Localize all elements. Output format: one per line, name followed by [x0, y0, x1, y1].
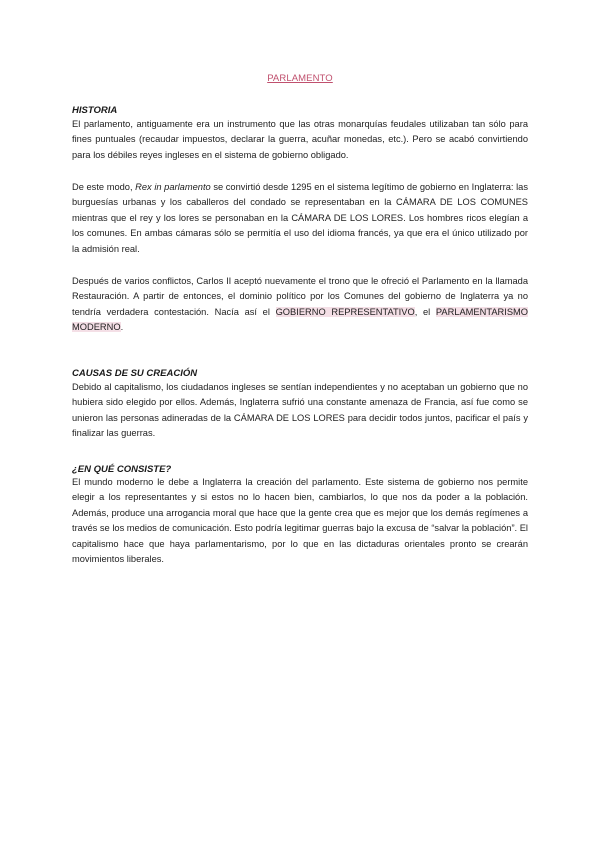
document-title: PARLAMENTO [267, 73, 333, 84]
paragraph-causas-1: Debido al capitalismo, los ciudadanos ingleses se sentían independientes y no aceptaban un gobierno que no hubiera sido elegido por ellos. Además, Inglaterra sufrió una constante amenaza de Francia, así fue como se unieron las personas adineradas de la CÁMARA DE LOS LORES para decidir todos juntos, pacificar el país y finalizar las guerras. [72, 382, 528, 439]
paragraph-consiste-1: El mundo moderno le debe a Inglaterra la creación del parlamento. Este sistema de gobierno nos permite elegir a los representantes y si estos no lo hacen bien, cambiarlos, lo que nos da poder a la población. Además, produce una arrogancia moral que hace que la gente crea que es mejor que los demás regímenes a través se los medios de comunicación. Esto podría legitimar guerras bajo la excusa de “salvar la población”. El capitalismo hace que haya parlamentarismo, por lo que en las dictaduras orientales pronto se crearán movimientos liberales. [72, 477, 528, 565]
paragraph-text: . [120, 322, 124, 333]
paragraph-historia-3 [72, 274, 528, 336]
section-heading-consiste: ¿EN QUÉ CONSISTE? [72, 464, 172, 475]
section-heading-causas: CAUSAS DE SU CREACIÓN [72, 368, 198, 379]
paragraph-text: De este modo, [72, 182, 136, 192]
paragraph-historia-2 [72, 180, 528, 257]
section-heading-historia: HISTORIA [72, 105, 118, 116]
paragraph-historia-1: El parlamento, antiguamente era un instrumento que las otras monarquías feudales utilizaban tan sólo para fines puntuales (recaudar impuestos, declarar la guerra, acuñar monedas, etc.). Pero se acabó convirtiendo para los débiles reyes ingleses en el sistema de gobierno obligado. [72, 119, 528, 160]
highlighted-term: PARLAMENTARISMO MODERNO [72, 306, 528, 333]
paragraph-text: Después de varios conflictos, Carlos II aceptó nuevamente el trono que le ofreció el Parlamento en la llamada Restauración. A partir de entonces, el dominio político por los Comunes del gobierno de Inglaterra ya no tendría verdadera contestación. Nacía así el [72, 276, 528, 317]
italic-term: Rex in parlamento [135, 182, 211, 192]
paragraph-text: se convirtió desde 1295 en el sistema legítimo de gobierno en Inglaterra: las burguesías urbanas y los caballeros del condado se representaban en la CÁMARA DE LOS COMUNES mientras que el rey y los lores se personaban en la CÁMARA DE LOS LORES. Los hombres ricos elegían a los comunes. En ambas cámaras sólo se permitía el uso del idioma francés, ya que era el único utilizado por la admisión real. [72, 182, 528, 254]
paragraph-text: , el [414, 306, 436, 317]
highlighted-term: GOBIERNO REPRESENTATIVO [275, 306, 415, 317]
